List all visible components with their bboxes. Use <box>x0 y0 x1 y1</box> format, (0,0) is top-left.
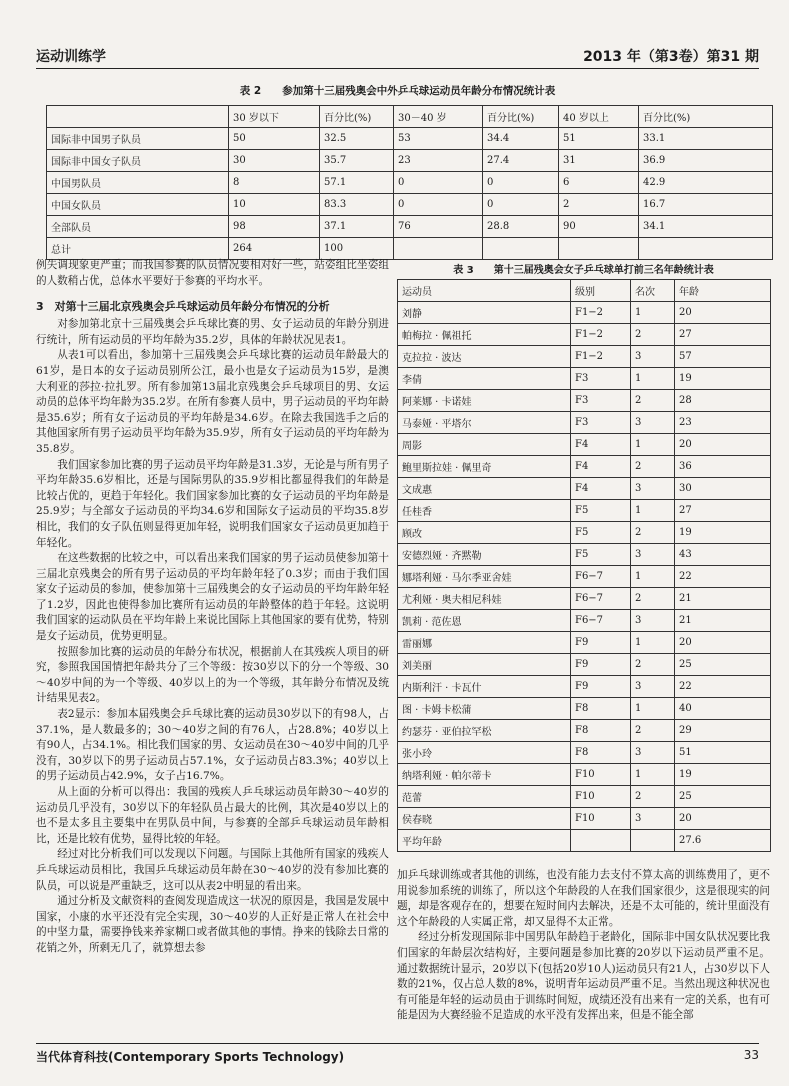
table-cell: 27.6 <box>675 830 771 852</box>
table-row <box>398 676 771 698</box>
table-cell: 内斯利汗 · 卡瓦什 <box>398 676 571 698</box>
table-cell: 2 <box>631 522 675 544</box>
table-cell: F3 <box>571 390 631 412</box>
table-cell: 90 <box>559 216 639 238</box>
table-row <box>47 172 773 194</box>
footer-rule <box>36 1043 759 1044</box>
table-row <box>47 194 773 216</box>
table-cell: F8 <box>571 698 631 720</box>
table-cell: 2 <box>631 786 675 808</box>
table-cell: 1 <box>631 434 675 456</box>
table-cell: F3 <box>571 412 631 434</box>
table-cell: 帕梅拉 · 佩祖托 <box>398 324 571 346</box>
table-cell: F8 <box>571 742 631 764</box>
table-row <box>398 434 771 456</box>
table-cell: 57.1 <box>320 172 394 194</box>
table-cell: 3 <box>631 676 675 698</box>
table-cell: 53 <box>394 128 483 150</box>
table-row <box>398 742 771 764</box>
table-row <box>398 500 771 522</box>
paragraph: 我们国家参加比赛的男子运动员平均年龄是31.3岁，无论是与所有男子平均年龄35.6岁相比，还是与国际男队的35.9岁相比都显得我们的年龄是比较占优的，更趋于年轻化。我们国家参加比赛的女子运动员的平均年龄是25.9岁；与全部女子运动员的平均34.6岁和国际女子运动员的平均35.8岁相比，我们的女子队伍则显得更加年轻，说明我们国家女子运动员更加趋于年轻化。 <box>36 458 389 549</box>
table-cell: 纳塔利娅 · 帕尔蒂卡 <box>398 764 571 786</box>
table-row <box>398 566 771 588</box>
paragraph: 通过分析及文献资料的查阅发现造成这一状况的原因是，我国是发展中国家，小康的水平还没有完全实现，30～40岁的人正好是正常人在社会中的中坚力量，需要挣钱来养家糊口或者做其他的事情。挣来的钱除去日常的花销之外，所剩无几了，就算想去参 <box>36 895 389 954</box>
table-cell: 31 <box>559 150 639 172</box>
right-column <box>397 868 770 1024</box>
table-cell: 1 <box>631 500 675 522</box>
table-cell: 28.8 <box>483 216 559 238</box>
table-cell: F8 <box>571 720 631 742</box>
table-cell: 范蕾 <box>398 786 571 808</box>
table-row <box>47 128 773 150</box>
table-cell: 51 <box>559 128 639 150</box>
table2 <box>46 105 773 260</box>
table-cell: F9 <box>571 632 631 654</box>
table-cell: 1 <box>631 566 675 588</box>
table-cell: 国际非中国女子队员 <box>47 150 229 172</box>
table-row <box>398 456 771 478</box>
table-header-cell: 30 岁以下 <box>229 106 320 128</box>
table-row <box>47 238 773 260</box>
table-cell: 40 <box>675 698 771 720</box>
table-cell: 刘美丽 <box>398 654 571 676</box>
table-cell: F10 <box>571 764 631 786</box>
table-cell: 57 <box>675 346 771 368</box>
table-cell: 20 <box>675 808 771 830</box>
table-cell: F10 <box>571 808 631 830</box>
table-cell: 文成惠 <box>398 478 571 500</box>
table-cell: 3 <box>631 808 675 830</box>
table-cell: 安德烈娅 · 齐黙勒 <box>398 544 571 566</box>
table-cell <box>639 238 773 260</box>
table-cell: 35.7 <box>320 150 394 172</box>
table-header-cell: 运动员 <box>398 280 571 302</box>
table-cell: 29 <box>675 720 771 742</box>
table-cell: 阿莱娜 · 卡诺娃 <box>398 390 571 412</box>
table-header-cell: 级别 <box>571 280 631 302</box>
table-cell: 平均年龄 <box>398 830 571 852</box>
table-cell: 83.3 <box>320 194 394 216</box>
table-row <box>398 368 771 390</box>
table-row <box>398 764 771 786</box>
table-row <box>398 610 771 632</box>
table-cell: 马泰娅 · 平塔尔 <box>398 412 571 434</box>
table-cell: 张小玲 <box>398 742 571 764</box>
table-cell: 22 <box>675 566 771 588</box>
table-cell: F4 <box>571 456 631 478</box>
paragraph: 加乒乓球训练或者其他的训练，也没有能力去支付不算太高的训练费用了，更不用说参加系统的训练了，所以这个年龄段的人在我们国家很少，这是很现实的问题，却是客观存在的，想要在短时间内去解决，还是不太可能的，统计里面没有这个年龄段的人实属正常，却又显得不太正常。 <box>397 869 770 928</box>
table-cell: 21 <box>675 610 771 632</box>
table-cell: 19 <box>675 368 771 390</box>
table-cell: 任桂香 <box>398 500 571 522</box>
table-cell: 20 <box>675 632 771 654</box>
table-row <box>398 544 771 566</box>
table-header-cell: 40 岁以上 <box>559 106 639 128</box>
table-row <box>398 324 771 346</box>
table-cell: 2 <box>631 456 675 478</box>
table-cell: 25 <box>675 654 771 676</box>
table-cell: 264 <box>229 238 320 260</box>
table-cell: 36.9 <box>639 150 773 172</box>
table-cell: 28 <box>675 390 771 412</box>
table-row <box>47 216 773 238</box>
table-cell: 1 <box>631 632 675 654</box>
table-cell: F10 <box>571 786 631 808</box>
table-header-row <box>47 106 773 128</box>
table-cell: 23 <box>675 412 771 434</box>
table-cell: F3 <box>571 368 631 390</box>
table-header-cell: 30－40 岁 <box>394 106 483 128</box>
journal-section-title: 运动训练学 <box>36 49 106 65</box>
table-header-cell: 年龄 <box>675 280 771 302</box>
table3-caption: 表 3 第十三届残奥会女子乒乓球单打前三名年龄统计表 <box>453 265 714 276</box>
table-cell: 侯春晓 <box>398 808 571 830</box>
table-cell: F1−2 <box>571 324 631 346</box>
table-cell <box>571 830 631 852</box>
table-cell: 27 <box>675 500 771 522</box>
table-cell: 37.1 <box>320 216 394 238</box>
table-cell: 32.5 <box>320 128 394 150</box>
table-header-cell: 名次 <box>631 280 675 302</box>
paragraph: 按照参加比赛的运动员的年龄分布状况，根据前人在其残疾人项目的研究，参照我国国情把年龄共分了三个等级：按30岁以下的分一个等级、30～40岁中间的为一个等级、40岁以上的为一个等级，其年龄分布情况及统计结果见表2。 <box>36 645 389 705</box>
table-cell: 20 <box>675 434 771 456</box>
paragraph: 从上面的分析可以得出：我国的残疾人乒乓球运动员年龄30～40岁的运动员几乎没有，30岁以下的年轻队员占最大的比例，其次是40岁以上的也不是太多且主要集中在男队员中间，与参赛的全部乒乓球运动员年龄相比，还是比较有优势，显得比较的年轻。 <box>36 786 389 845</box>
table-cell: 1 <box>631 764 675 786</box>
table-cell: 周影 <box>398 434 571 456</box>
table-cell: 8 <box>229 172 320 194</box>
table-cell <box>559 238 639 260</box>
table-cell: 43 <box>675 544 771 566</box>
table-row <box>398 522 771 544</box>
table-cell: 李倩 <box>398 368 571 390</box>
paragraph: 对参加第北京十三届残奥会乒乓球比赛的男、女子运动员的年龄分别进行统计，所有运动员的平均年龄为35.2岁，具体的年龄状况见表1。 <box>36 318 389 346</box>
table-row <box>47 150 773 172</box>
table-row <box>398 390 771 412</box>
table-row <box>398 786 771 808</box>
table-header-cell <box>47 106 229 128</box>
table-cell: 34.4 <box>483 128 559 150</box>
table-cell: 19 <box>675 522 771 544</box>
table-cell: 42.9 <box>639 172 773 194</box>
table-cell: 克拉拉 · 波达 <box>398 346 571 368</box>
table-cell: F6−7 <box>571 610 631 632</box>
table-cell: F6−7 <box>571 588 631 610</box>
table-cell: 30 <box>675 478 771 500</box>
paragraph: 例失调现象更严重；而我国参赛的队员情况要相对好一些，站姿组比坐姿组的人数稍占优，总体水平要好于参赛的平均水平。 <box>36 259 389 287</box>
table-cell: 51 <box>675 742 771 764</box>
table-cell: 3 <box>631 412 675 434</box>
table-cell: F4 <box>571 478 631 500</box>
table-row <box>398 412 771 434</box>
paragraph: 表2显示：参加本届残奥会乒乓球比赛的运动员30岁以下的有98人，占37.1%，是人数最多的；30～40岁之间的有76人，占28.8%；40岁以上有90人，占34.1%。相比我们国家的男、女运动员在30～40岁中间的几乎没有，30岁以下的男子运动员占57.1%，女子运动员占83.3%；40岁以上的男子运动员占42.9%，女子占16.7%。 <box>36 708 389 783</box>
table-cell: F5 <box>571 544 631 566</box>
table-cell: F6−7 <box>571 566 631 588</box>
table-cell: 2 <box>631 720 675 742</box>
table-cell: 2 <box>559 194 639 216</box>
table-row <box>398 654 771 676</box>
table-cell: F5 <box>571 500 631 522</box>
table-cell: 16.7 <box>639 194 773 216</box>
table-cell: 27.4 <box>483 150 559 172</box>
table-cell: 顾改 <box>398 522 571 544</box>
table-row <box>398 302 771 324</box>
table-cell: 76 <box>394 216 483 238</box>
paragraph: 经过对比分析我们可以发现以下问题。与国际上其他所有国家的残疾人乒乓球运动员相比，我国乒乓球运动员年龄在30～40岁的没有参加比赛的队员，可以说是严重缺乏，这可以从表2中明显的看出来。 <box>36 848 389 892</box>
table-cell: 0 <box>394 194 483 216</box>
table-cell: 22 <box>675 676 771 698</box>
table-cell: 3 <box>631 610 675 632</box>
table-cell: 2 <box>631 390 675 412</box>
table-cell: 36 <box>675 456 771 478</box>
table-cell: F1−2 <box>571 302 631 324</box>
table-cell <box>631 830 675 852</box>
table-cell: 总计 <box>47 238 229 260</box>
journal-name: 当代体育科技(Contemporary Sports Technology) <box>36 1050 345 1064</box>
table-cell <box>483 238 559 260</box>
table-cell: 6 <box>559 172 639 194</box>
table-cell: 中国男队员 <box>47 172 229 194</box>
table-cell: 鲍里斯拉娃 · 佩里奇 <box>398 456 571 478</box>
table-row <box>398 720 771 742</box>
table-cell: F4 <box>571 434 631 456</box>
table-cell: 1 <box>631 368 675 390</box>
paragraph: 经过分析发现国际非中国男队年龄趋于老龄化，国际非中国女队状况要比我们国家的年龄层次结构好，主要问题是参加比赛的20岁以下运动员严重不足。通过数据统计显示，20岁以下(包括20岁10人)运动员只有21人，占30岁以下人数的21%，仅占总人数的8%，说明青年运动员严重不足。当然出现这种状况也有可能是年轻的运动员由于训练时间短，成绩还没有出来有一定的关系，也有可能是因为大赛经验不足造成的水平没有发挥出来，但是不能全部 <box>397 931 770 1022</box>
table-cell: 3 <box>631 742 675 764</box>
table-cell: 3 <box>631 544 675 566</box>
paragraph: 从表1可以看出，参加第十三届残奥会乒乓球比赛的运动员年龄最大的61岁，是日本的女子运动员别所公江，最小也是女子运动员为15岁，是澳大利亚的莎拉·拉扎罗。所有参加第13届北京残奥会乒乓球项目的男、女运动员的总体平均年龄为35.2岁。在所有参赛人员中，男子运动员的平均年龄是35.6岁；所有女子运动员的平均年龄是34.6岁。在除去我国选手之后的其他国家所有男子运动员平均年龄为35.9岁，所有女子运动员的平均年龄为35.8岁。 <box>36 349 389 455</box>
table-cell: 2 <box>631 588 675 610</box>
table-cell: 100 <box>320 238 394 260</box>
paragraph: 在这些数据的比较之中，可以看出来我们国家的男子运动员使参加第十三届北京残奥会的所有男子运动员的平均年龄年轻了0.3岁；而由于我们国家女子运动员的参加，使参加第十三届残奥会的女子运动员的平均年龄年轻了1.2岁，因此也使得参加比赛所有运动员的年龄整体的趋于年轻。这说明我们国家的运动队员在平均年龄上来说比国际上其他国家的要有优势，特别是女子运动员，优势更明显。 <box>36 552 389 643</box>
table-cell: 凯莉 · 范佐恩 <box>398 610 571 632</box>
table-cell: 0 <box>394 172 483 194</box>
running-header <box>36 46 759 66</box>
table-cell: 21 <box>675 588 771 610</box>
table2-caption: 表 2 参加第十三届残奥会中外乒乓球运动员年龄分布情况统计表 <box>239 85 556 97</box>
table-cell: 1 <box>631 302 675 324</box>
table-cell: F9 <box>571 654 631 676</box>
table-header-row <box>398 280 771 302</box>
table-cell: F9 <box>571 676 631 698</box>
section-heading: 3 对第十三届北京残奥会乒乓球运动员年龄分布情况的分析 <box>36 300 330 314</box>
table-header-cell: 百分比(%) <box>483 106 559 128</box>
table-cell: 0 <box>483 172 559 194</box>
table-row <box>398 698 771 720</box>
table-cell: 25 <box>675 786 771 808</box>
header-rule <box>36 68 759 69</box>
table-cell: 98 <box>229 216 320 238</box>
table-cell: 2 <box>631 654 675 676</box>
table-cell: 约瑟芬 · 亚伯拉罕松 <box>398 720 571 742</box>
table-cell: 23 <box>394 150 483 172</box>
table3 <box>397 279 771 852</box>
table-cell: 0 <box>483 194 559 216</box>
issue-info: 2013 年（第3卷）第31 期 <box>583 49 759 65</box>
table-row <box>398 808 771 830</box>
table-cell: 雷丽娜 <box>398 632 571 654</box>
table-cell: 2 <box>631 324 675 346</box>
table-cell: 10 <box>229 194 320 216</box>
left-column <box>36 258 389 957</box>
table-cell: 3 <box>631 478 675 500</box>
table-cell: 27 <box>675 324 771 346</box>
table-row <box>398 478 771 500</box>
table-cell: 33.1 <box>639 128 773 150</box>
table-cell: 国际非中国男子队员 <box>47 128 229 150</box>
table-cell: 30 <box>229 150 320 172</box>
table-cell: 3 <box>631 346 675 368</box>
table-cell: 尤利娅 · 奥夫相尼科娃 <box>398 588 571 610</box>
table-cell <box>394 238 483 260</box>
page-number: 33 <box>743 1048 759 1062</box>
table-cell: 20 <box>675 302 771 324</box>
table-cell: F5 <box>571 522 631 544</box>
table-cell: 全部队员 <box>47 216 229 238</box>
table-header-cell: 百分比(%) <box>320 106 394 128</box>
table-cell: F1−2 <box>571 346 631 368</box>
table-row <box>398 588 771 610</box>
table-cell: 娜塔利娅 · 马尔季亚舍娃 <box>398 566 571 588</box>
table-cell: 1 <box>631 698 675 720</box>
table-row <box>398 346 771 368</box>
table-cell: 刘静 <box>398 302 571 324</box>
table-cell: 34.1 <box>639 216 773 238</box>
table-cell: 中国女队员 <box>47 194 229 216</box>
table-row <box>398 632 771 654</box>
table-cell: 19 <box>675 764 771 786</box>
table-cell: 图 · 卡姆卡松蒲 <box>398 698 571 720</box>
table-header-cell: 百分比(%) <box>639 106 773 128</box>
table-row <box>398 830 771 852</box>
running-footer <box>36 1048 759 1068</box>
table-cell: 50 <box>229 128 320 150</box>
